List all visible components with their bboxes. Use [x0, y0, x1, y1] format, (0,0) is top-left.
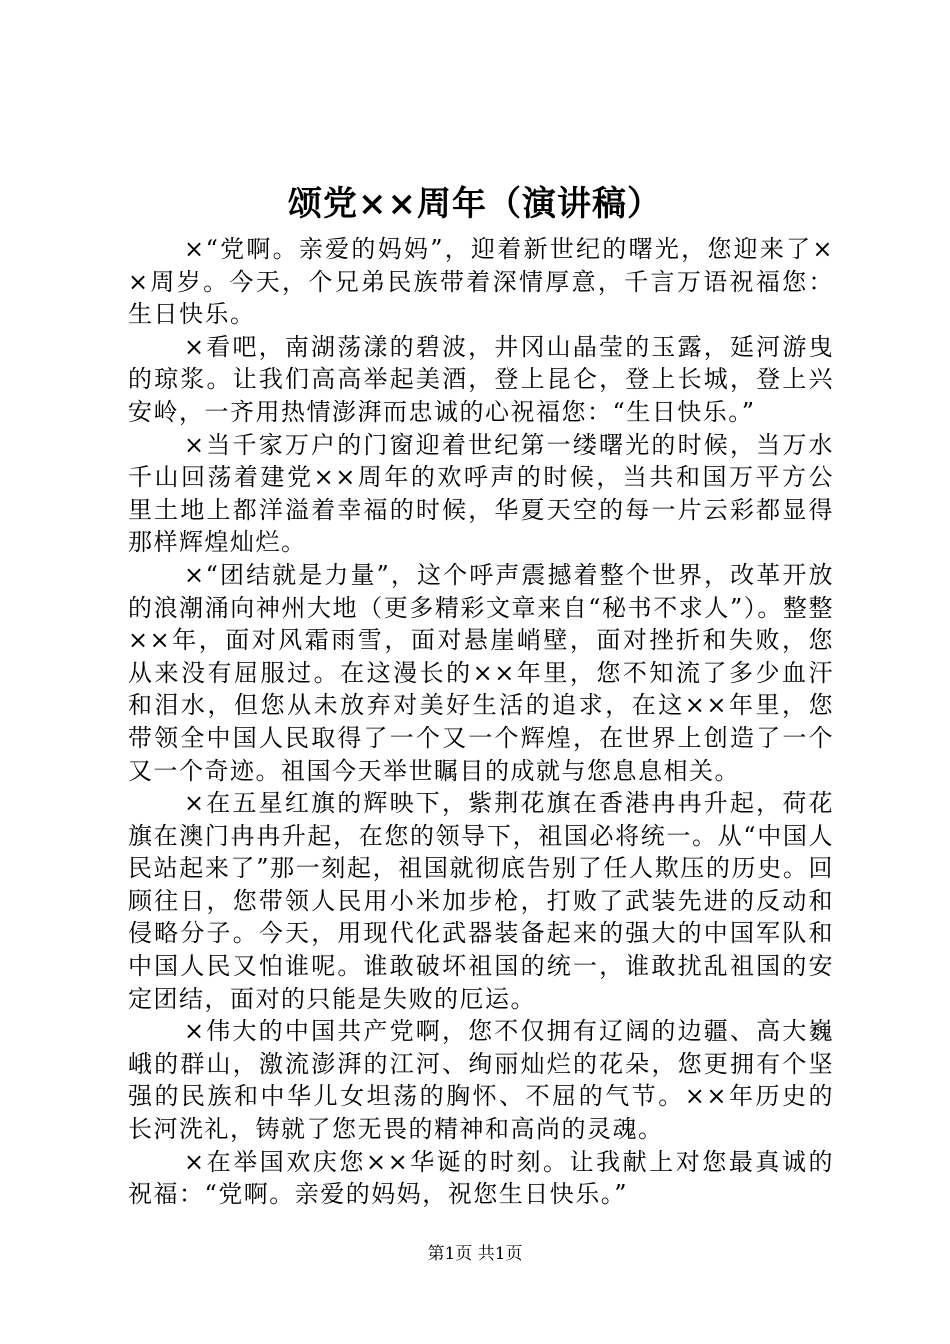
- paragraph-1: ×“党啊。亲爱的妈妈”，迎着新世纪的曙光，您迎来了××周岁。今天，个兄弟民族带着深情厚意，千言万语祝福您：生日快乐。: [128, 235, 834, 329]
- document-title: 颂党××周年（演讲稿）: [288, 184, 662, 224]
- paragraph-3: ×当千家万户的门窗迎着世纪第一缕曙光的时候，当万水千山回荡着建党××周年的欢呼声的时候，当共和国万平方公里土地上都洋溢着幸福的时候，华夏天空的每一片云彩都显得那样辉煌灿烂。: [128, 430, 834, 557]
- paragraph-5: ×在五星红旗的辉映下，紫荆花旗在香港冉冉升起，荷花旗在澳门冉冉升起，在您的领导下，祖国必将统一。从“中国人民站起来了”那一刻起，祖国就彻底告别了任人欺压的历史。回顾往日，您带领人民用小米加步枪，打败了武装先进的反动和侵略分子。今天，用现代化武器装备起来的强大的中国军队和中国人民又怕谁呢。谁敢破坏祖国的统一，谁敢扰乱祖国的安定团结，面对的只能是失败的厄运。: [128, 789, 834, 1013]
- paragraph-4: ×“团结就是力量”，这个呼声震撼着整个世界，改革开放的浪潮涌向神州大地（更多精彩文章来自“秘书不求人”）。整整××年，面对风霜雨雪，面对悬崖峭壁，面对挫折和失败，您从来没有屈服过。在这漫长的××年里，您不知流了多少血汗和泪水，但您从未放弃对美好生活的追求，在这××年里，您带领全中国人民取得了一个又一个辉煌，在世界上创造了一个又一个奇迹。祖国今天举世瞩目的成就与您息息相关。: [128, 560, 834, 785]
- paragraph-7: ×在举国欢庆您××华诞的时刻。让我献上对您最真诚的祝福：“党啊。亲爱的妈妈，祝您生日快乐。”: [128, 1147, 834, 1209]
- paragraph-2: ×看吧，南湖荡漾的碧波，井冈山晶莹的玉露，延河游曳的琼浆。让我们高高举起美酒，登上昆仑，登上长城，登上兴安岭，一齐用热情澎湃而忠诚的心祝福您：“生日快乐。”: [128, 332, 834, 426]
- paragraph-6: ×伟大的中国共产党啊，您不仅拥有辽阔的边疆、高大巍峨的群山，激流澎湃的江河、绚丽灿烂的花朵，您更拥有个坚强的民族和中华儿女坦荡的胸怀、不屈的气节。××年历史的长河洗礼，铸就了您无畏的精神和高尚的灵魂。: [128, 1017, 834, 1144]
- page-number-footer: 第1页 共1页: [427, 1244, 523, 1264]
- document-body: [128, 233, 834, 1211]
